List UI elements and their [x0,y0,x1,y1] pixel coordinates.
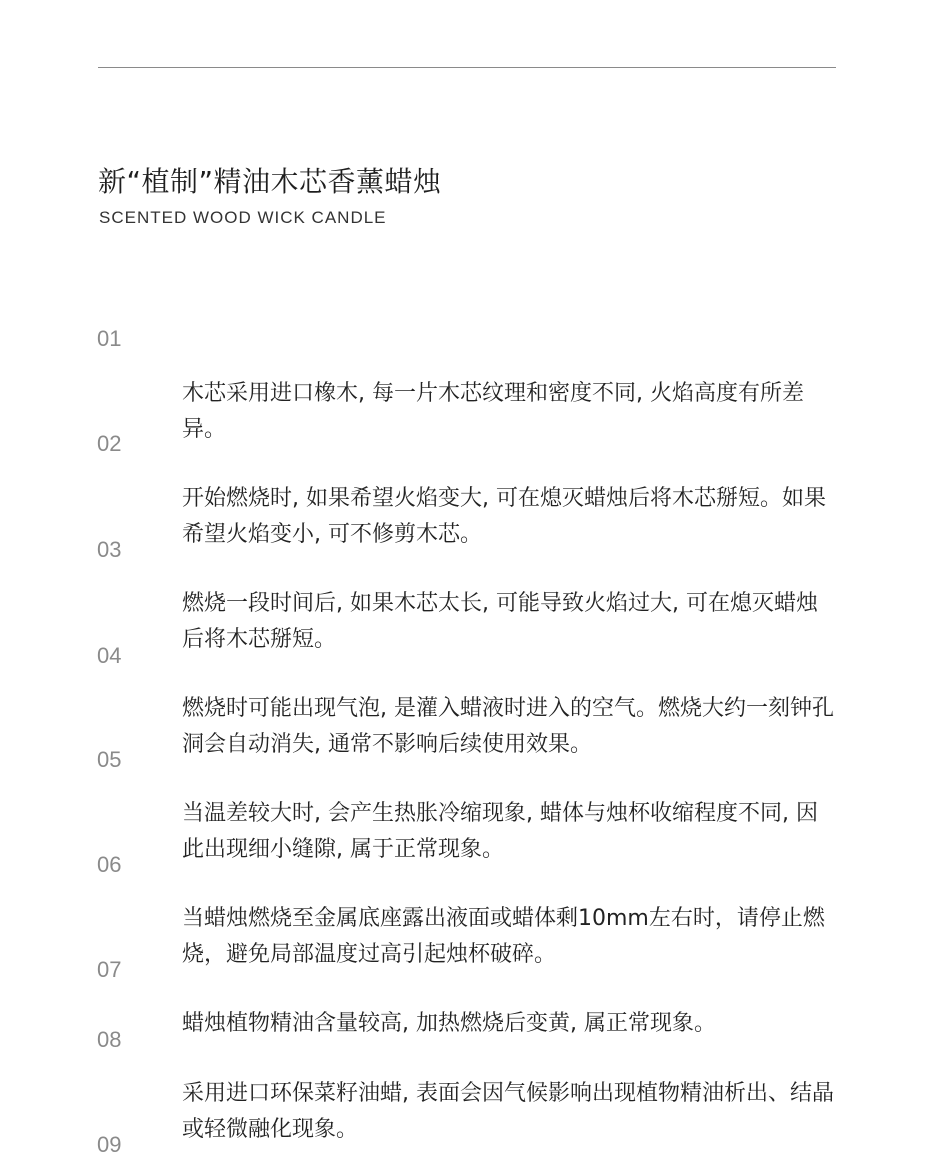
item-number: 07 [97,957,122,982]
care-paragraph: 蜡烛植物精油含量较高, 加热燃烧后变黄, 属正常现象。 [182,1011,716,1036]
item-number: 03 [97,537,122,562]
care-paragraph: 木芯采用进口橡木, 每一片木芯纹理和密度不同, 火焰高度有所差异。 [182,381,804,442]
item-number: 02 [97,431,122,456]
page-title: 新“植制”精油木芯香薰蜡烛 [98,165,442,198]
care-paragraph: 燃烧时可能出现气泡, 是灌入蜡液时进入的空气。燃烧大约一刻钟孔洞会自动消失, 通常不影响后续使用效果。 [182,696,834,757]
item-number: 01 [97,326,122,351]
care-paragraph: 采用进口环保菜籽油蜡, 表面会因气候影响出现植物精油析出、结晶或轻微融化现象。 [182,1081,834,1142]
care-paragraph: 当温差较大时, 会产生热胀冷缩现象, 蜡体与烛杯收缩程度不同, 因此出现细小缝隙, 属于正常现象。 [182,801,818,862]
care-paragraph: 燃烧一段时间后, 如果木芯太长, 可能导致火焰过大, 可在熄灭蜡烛后将木芯掰短。 [182,591,818,652]
page-subtitle: SCENTED WOOD WICK CANDLE [99,208,387,227]
item-number: 06 [97,852,122,877]
top-divider [98,67,836,68]
item-number: 08 [97,1027,122,1052]
item-number: 05 [97,747,122,772]
item-number: 04 [97,643,122,668]
care-paragraph: 开始燃烧时, 如果希望火焰变大, 可在熄灭蜡烛后将木芯掰短。如果希望火焰变小, 可不修剪木芯。 [182,486,826,547]
item-number: 09 [97,1132,122,1157]
care-paragraph: 当蜡烛燃烧至金属底座露出液面或蜡体剩10mm左右时，请停止燃烧，避免局部温度过高引起烛杯破碎。 [182,906,825,967]
